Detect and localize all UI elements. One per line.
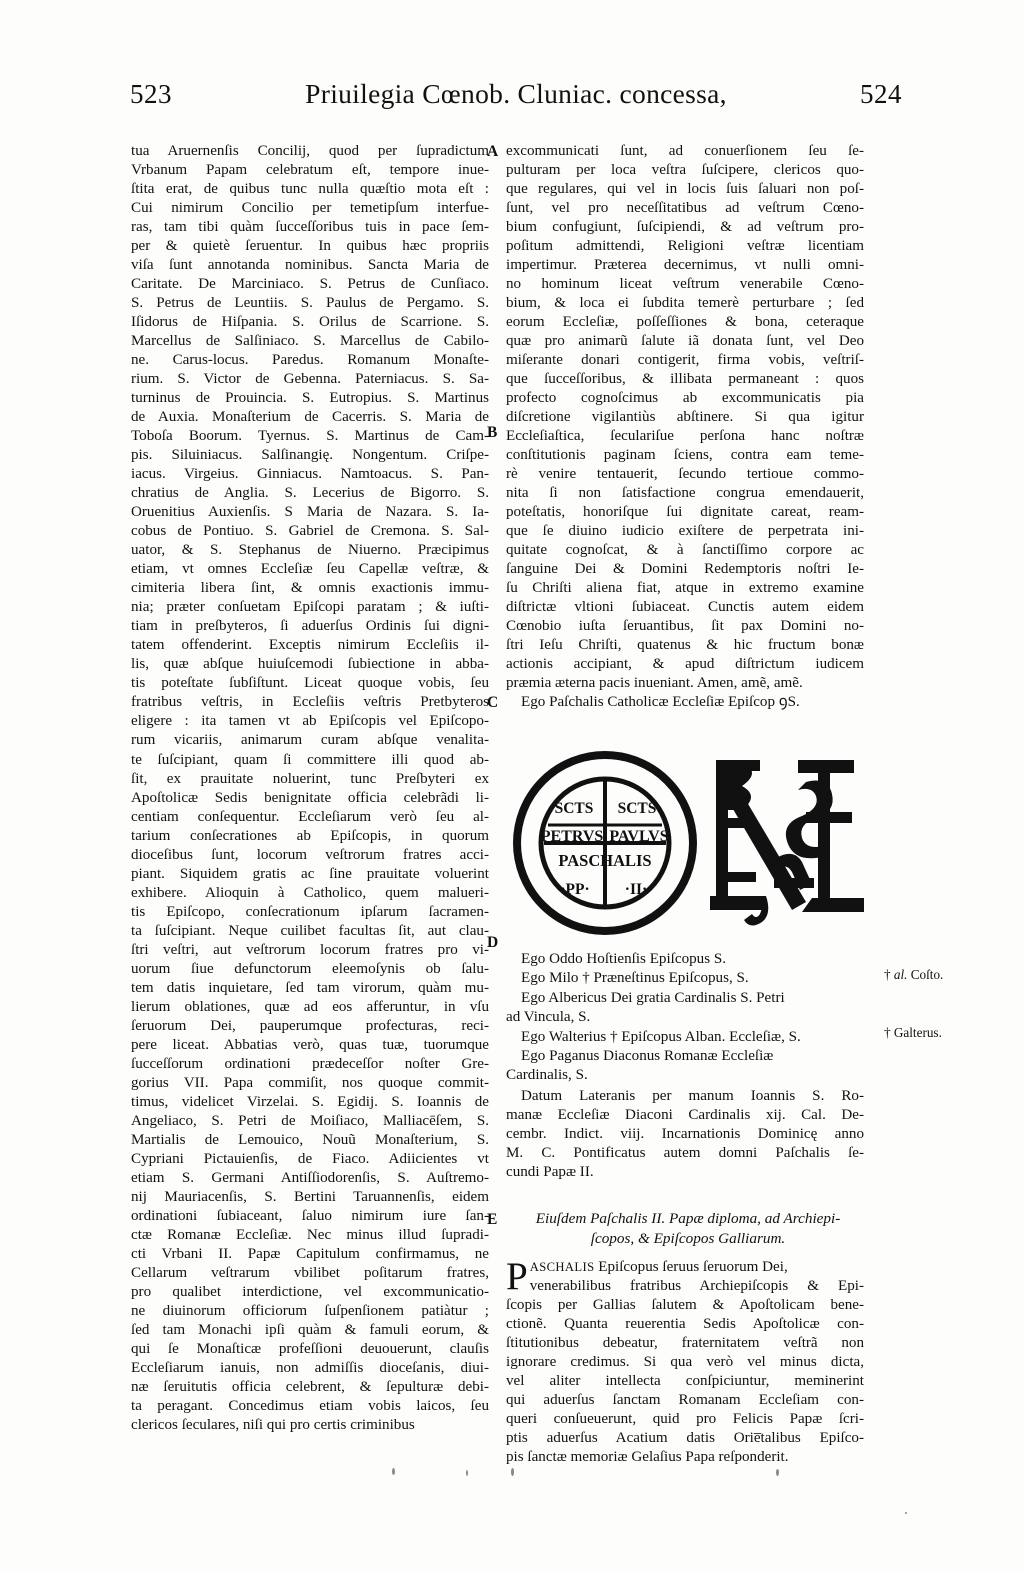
text-line: fratribus veſtris, in Eccleſiis veſtris Pretbyteros [131, 694, 489, 711]
text-line: cti Vrbani II. Papæ Capitulum confirmamus, ne [131, 1245, 489, 1262]
text-line: ſcopis per Gallias ſalutem & Apoſtolicam bene- [506, 1297, 864, 1314]
text-line: ſtitutionibus debeatur, fraternitatem veſtrã non [506, 1335, 864, 1352]
text-line: viſa ſunt annotanda nominibus. Sancta Maria de [131, 257, 489, 274]
text-line: quæ pro animarũ ſalute iã donata ſunt, vel Deo [506, 333, 864, 350]
text-line: pere liceat. Abbatias verò, quas tuæ, tuorumque [131, 1036, 489, 1053]
dating-clause [506, 1087, 864, 1182]
text-line: exhibere. Alioquin à Catholico, quem malueri- [131, 884, 489, 901]
incipit-smallcaps: ASCHALIS [529, 1260, 595, 1274]
signature-line: Ego Milo † Præneſtinus Epiſcopus, S. [521, 970, 749, 987]
section-letter-e: E [487, 1211, 498, 1228]
text-line: næ ſeruitutis officia celebrent, & ſepulturæ debi- [131, 1379, 489, 1396]
rota-text-ml: PETRVS [540, 828, 604, 845]
folio-number-left: 523 [130, 79, 172, 109]
text-line: etiam S. Germani Antiſſiodorenſis, S. Auſtremo- [131, 1169, 489, 1186]
text-line: ſed tam Monachi ipſi quàm & famuli eorum, & [131, 1321, 489, 1338]
text-line: M. C. Pontificatus autem domni Paſchalis ſe- [506, 1145, 864, 1162]
text-line: te ſuſcipiant, quam ſi committere illi quod ab- [131, 751, 489, 768]
scan-speck [392, 1468, 395, 1475]
text-line: uorum ſiue defunctorum eleemoſynis ob ſalu- [131, 960, 489, 977]
text-line: ras, tam tibi quàm ſucceſſoribus tuis in pace ſem- [131, 219, 489, 236]
text-line: quitate cognoſcat, & à ſanctiſſimo corpore ac [506, 542, 864, 559]
section-letter-d: D [487, 934, 499, 951]
text-line: que ſe diuino iudicio exiſtere de perpetrata ini- [506, 523, 864, 540]
text-line: lierum oblationes, quæ ad eos afferuntur, in vſu [131, 998, 489, 1015]
signature-line: Ego Paganus Diaconus Romanæ Eccleſiæ [521, 1048, 774, 1065]
text-line: de Auxia. Monaſterium de Cacerris. S. Maria de [131, 409, 489, 426]
right-text-column [506, 142, 864, 712]
text-line: ignorare credimus. Si qua verò vel minus dicta, [506, 1354, 864, 1371]
scan-speck [776, 1469, 779, 1476]
text-line: bium confugiunt, ſuſcipiendi, & ad veſtrum pro- [506, 219, 864, 236]
text-line: ſeruorum Dei, pauperumque profecturas, reci- [131, 1017, 489, 1034]
rota-text-br: ·II· [624, 881, 648, 898]
text-line: tua Aruernenſis Concilij, quod per ſupradictum [131, 143, 489, 159]
left-column-body [131, 142, 489, 1435]
text-line: ſit, ex prauitate noluerint, tunc Preſbyteri ex [131, 770, 489, 787]
text-line: cimiteria libera ſint, & omnis exactionis immu- [131, 580, 489, 597]
text-line: uator, & S. Stephanus de Niuerno. Præcipimus [131, 542, 489, 559]
scan-speck [511, 1468, 514, 1476]
text-line: Oruenitius Auxienſis. S Maria de Nazara. S. Ia- [131, 504, 489, 521]
text-line: nita ſi non ſatisfactione congrua emendauerit, [506, 485, 864, 502]
text-line: tiam in preſbyteros, ſi aduerſus Ordinis ſui digni- [131, 618, 489, 635]
text-line: miſerante donari contigerit, firma vobis, veſtriſ- [506, 352, 864, 369]
text-line: ordinationi ſubiaceant, ſaluo nimirum iure ſan- [131, 1207, 489, 1224]
scan-speck [466, 1470, 468, 1476]
text-line: clericos ſeculares, niſi qui pro certis criminibus [131, 1417, 415, 1434]
text-line: Iſidorus de Hiſpania. S. Orilus de Scarrione. S. [131, 314, 489, 331]
text-line: ta ſuſcipiant. Neque cuilibet facultas ſit, aut clau- [131, 922, 489, 939]
section-heading-line2: ſcopos, & Epiſcopos Galliarum. [590, 1230, 786, 1247]
text-line: Datum Lateranis per manum Ioannis S. Ro- [521, 1088, 864, 1104]
left-text-column [131, 142, 489, 1435]
text-line: no hominum liceat veſtrum venerabile Cœno- [506, 276, 864, 293]
folio-number-right: 524 [859, 79, 902, 109]
text-line: ſtri Ieſu Chriſti, quatenus & hic fructum bonæ [506, 637, 864, 654]
text-line: Vrbanum Papam celebratum eſt, tempore inue- [131, 162, 489, 179]
signature-line: Ego Walterius † Epiſcopus Alban. Eccleſiæ, S. [521, 1028, 801, 1045]
text-line: que ſucceſſoribus, & illibata permaneant : quos [506, 371, 864, 388]
text-line: præmia æterna pacis inueniant. Amen, amẽ, amẽ. [506, 675, 803, 692]
section-letter-c: C [487, 694, 499, 711]
section-letter-a: A [487, 143, 499, 160]
text-line: etiam, vt omnes Eccleſiæ ſeu Capellæ veſtræ, & [131, 561, 489, 578]
text-line: Toboſa Boorum. Tyernus. S. Martinus de Cam- [131, 428, 489, 445]
rota-text-bl: ·PP· [560, 881, 590, 898]
text-line: queri conſueuerunt, quid pro Felicis Papæ ſcri- [506, 1411, 864, 1428]
text-line: actionis accipiant, & apud diſtrictum iudicem [506, 656, 864, 673]
text-line: poteſtatis, honoriſque ſui dignitate careat, ream- [506, 504, 864, 521]
text-line: pis. Siluiniacus. Salſinangię. Nongentum. Criſpe- [131, 447, 489, 464]
text-line: Cœnobio iuſta ſeruantibus, ſit pax Domini no- [506, 618, 864, 635]
text-line: tarium conſecrationes ab Epiſcopis, in quorum [131, 827, 489, 844]
margin-note: † al. Coſto. [884, 967, 944, 982]
text-line: diſcretione vigilantiùs abſtinere. Si qua igitur [506, 409, 864, 426]
signature-line: Ego Albericus Dei gratia Cardinalis S. Petri [521, 989, 785, 1006]
text-line: qui ſe Monaſticæ profeſſioni deuouerunt, clauſis [131, 1340, 489, 1357]
text-line: pro qualibet interdictione, vel excommunicatio- [131, 1283, 489, 1300]
text-line: rè venire tentauerit, ſecundo tertioue commo- [506, 466, 864, 483]
text-line: ſanguine Dei & Domini Redemptoris noſtri Ie- [506, 561, 864, 578]
text-line: ctæ Romanæ Eccleſiæ. Nec minus illud ſupradi- [131, 1226, 489, 1243]
papal-rota-and-monogram [506, 744, 876, 940]
signature-line: Cardinalis, S. [506, 1067, 588, 1084]
text-line: cobus de Pontiuo. S. Gabriel de Cremona. S. Sal- [131, 523, 489, 540]
text-line: ne. Carus-locus. Paredus. Romanum Monaſte- [131, 352, 489, 369]
text-line: ptis aduerſus Acatium datis Orie̅talibus Epiſco- [506, 1430, 864, 1447]
text-line: profecto cognoſcimus ab excommunicatis pia [506, 390, 864, 407]
final-paragraph [506, 1255, 864, 1467]
right-column-body [506, 142, 864, 693]
text-line: ne diuinorum officiorum ſuſpenſionem patiàtur ; [131, 1302, 489, 1319]
text-line: timus, videlicet Virzelai. S. Egidij. S. Ioannis de [131, 1093, 489, 1110]
text-line: cundi Papæ II. [506, 1164, 594, 1181]
cardinal-signature-list [506, 950, 864, 1086]
text-line: nij Mauriacenſis, S. Bertini Taruannenſis, eidem [131, 1188, 489, 1205]
text-line: ſtita erat, de quibus tunc nulla quæſtio mota eſt : [131, 181, 489, 198]
rota-text-mr: PAVLVS [609, 828, 669, 845]
text-line: manæ Eccleſiæ Diaconi Cardinalis xij. Cal. De- [506, 1107, 864, 1124]
papal-rota-icon [512, 750, 698, 936]
rota-text-band: PASCHALIS [558, 851, 652, 870]
section-heading [513, 1209, 863, 1249]
text-line: Angeliaco, S. Petri de Moiſiaco, Malliacēſem, S. [131, 1112, 489, 1129]
text-line: ctionẽ. Quanta reuerentia Sedis Apoſtolicæ con- [506, 1316, 864, 1333]
text-line: rum vicariis, animarum curam abſque venalita- [131, 732, 489, 749]
text-line: eorum Eccleſiæ, poſſeſſiones & bona, ceteraque [506, 314, 864, 331]
text-line: impertimur. Præterea decernimus, vt nulli omni- [506, 257, 864, 274]
text-line: ſucceſſorum ordinationi prædeceſſor noſter Gre- [131, 1055, 489, 1072]
text-line: ſu Chriſti aliena fiat, atque in extremo examine [506, 580, 864, 597]
text-line: chratius de Anglia. S. Lecerius de Bigorro. S. [131, 485, 489, 502]
text-line: turninus de Prouincia. S. Eutropius. S. Martinus [131, 390, 489, 407]
text-line: Cellarum veſtrarum vbilibet poſitarum fratres, [131, 1264, 489, 1281]
text-line: ta peragant. Concedimus etiam vobis laicos, ſeu [131, 1398, 489, 1415]
text-line: vel aliter intellecta conſpiciuntur, meminerint [506, 1373, 864, 1390]
final-paragraph-body: Epiſcopus ſeruus ſeruorum Dei, venerabilibus fratribus Archiepiſcopis & Epi- ſcopis per Gallias ſalutem & Apoſtolicam bene- ctionẽ. Quanta reuerentia Sedis Apoſtolicæ con- ſtitutionibus debeatur, fraternitatem veſtrã non ignorare credimus. Si qua verò vel minus dicta, vel aliter intellecta conſpiciuntur, meminerint qui aduerſus ſanctam Romanam Eccleſiam con- queri conſueuerunt, quid pro Felicis Papæ ſcri- ptis aduerſus Acatium datis Orie̅talibus Epiſco- pis ſanctæ memoriæ Gelaſius Papa reſponderit. [506, 1259, 864, 1467]
text-line: pulturam per loca veſtra ſuſcipere, clericos quo- [506, 162, 864, 179]
rota-text-tr: SCTS [617, 800, 657, 817]
text-line: centiam conſequentur. Eccleſiarum verò ſeu al- [131, 808, 489, 825]
text-line: gorius VII. Papa commiſit, nos quoque commit- [131, 1074, 489, 1091]
text-line: que regulares, qui vel in locis ſuis ſaluari non poſ- [506, 181, 864, 198]
text-line: conſtitutionis paginam ſciens, contra eam teme- [506, 447, 864, 464]
text-line: per & quietè ſeruentur. In quibus hæc propriis [131, 238, 489, 255]
section-heading-line1: Eiuſdem Paſchalis II. Papæ diploma, ad Archiepi- [535, 1210, 841, 1227]
signature-line: Ego Oddo Hoſtienſis Epiſcopus S. [521, 951, 727, 967]
text-line: pis ſanctæ memoriæ Gelaſius Papa reſponderit. [506, 1449, 789, 1466]
text-line: diſtrictæ vltioni ſubiaceat. Cunctis autem eidem [506, 599, 864, 616]
text-line: iacus. Virgeius. Ginniacus. Namtoacus. S. Pan- [131, 466, 489, 483]
text-line: nia; præter conſuetam Epiſcopi paratam ; & iuſti- [131, 599, 489, 616]
text-line: tatem offenderint. Exceptis nimirum Eccleſiis il- [131, 637, 489, 654]
text-line: tis Epiſcopo, conſecrationum ipſarum ſacramen- [131, 903, 489, 920]
text-line: excommunicati ſunt, ad conuerſionem ſeu ſe- [506, 143, 864, 159]
text-line: cembr. Indict. viij. Incarnationis Dominicę anno [506, 1126, 864, 1143]
text-line: Martialis de Lemouico, Nouũ Monaſterium, S. [131, 1131, 489, 1148]
text-line: tis poteſtate ſubſiſtunt. Liceat quoque vobis, ſeu [131, 675, 489, 692]
section-letter-b: B [487, 424, 498, 441]
scan-speck [905, 1512, 907, 1514]
text-line: bium, & loca ei ſubdita temerè perturbare ; ſed [506, 295, 864, 312]
text-line: Caritate. De Marciniaco. S. Petrus de Cunſiaco. [131, 276, 489, 293]
text-line: Eccleſiaſtica, ſeculariſue perſona hanc noſtræ [506, 428, 864, 445]
page-title: Priuilegia Cœnob. Cluniac. concessa, [305, 78, 727, 109]
text-line: poſitum admittendi, Religioni veſtræ licentiam [506, 238, 864, 255]
text-line: S. Petrus de Leuntiis. S. Paulus de Pergamo. S. [131, 295, 489, 312]
text-line: Apoſtolicæ Sedis benignitate officia celebrãdi li- [131, 789, 489, 806]
text-line: piant. Siquidem gratis ac ſine prauitate voluerint [131, 865, 489, 882]
text-line: Cypriani Pictauienſis, de Fiaco. Adiicientes vt [131, 1150, 489, 1167]
text-line: Marcellus de Salſiniaco. S. Marcellus de Cabilo- [131, 333, 489, 350]
text-line: eligere : ita tamen vt ab Epiſcopis vel Epiſcopo- [131, 713, 489, 730]
text-line: ſunt, vel pro neceſſitatibus ad veſtrum Cœno- [506, 200, 864, 217]
margin-note: † Galterus. [884, 1025, 942, 1040]
text-line: venerabilibus fratribus Archiepiſcopis & Epi- [529, 1278, 864, 1295]
bene-valete-monogram-icon [702, 746, 874, 926]
text-line: tem datis inquietare, ſed tam virorum, quàm mu- [131, 979, 489, 996]
text-line: Cui nimirum Concilio per temetipſum interfue- [131, 200, 489, 217]
text-line: rium. S. Victor de Gebenna. Paterniacus. S. Sa- [131, 371, 489, 388]
papal-subscription: Ego Paſchalis Catholicæ Eccleſiæ Epiſcop ꝯS. [521, 694, 800, 711]
drop-cap: P [506, 1255, 528, 1298]
text-line: dioceſibus ſunt, locorum veſtrorum fratres acci- [131, 846, 489, 863]
text-line: Eccleſiarum ianuis, non admiſſis dioceſanis, diui- [131, 1360, 489, 1376]
running-head [130, 78, 902, 120]
rota-text-tl: SCTS [554, 800, 594, 817]
text-line: qui aduerſus ſanctam Romanam Eccleſiam con- [506, 1392, 864, 1409]
text-line: lis, quæ abſque huiuſcemodi ſubiectione in abba- [131, 656, 489, 673]
signature-line: ad Vincula, S. [506, 1009, 591, 1026]
text-line: ſtri veſtri, aut veſtrorum locorum fratres pro vi- [131, 941, 489, 958]
